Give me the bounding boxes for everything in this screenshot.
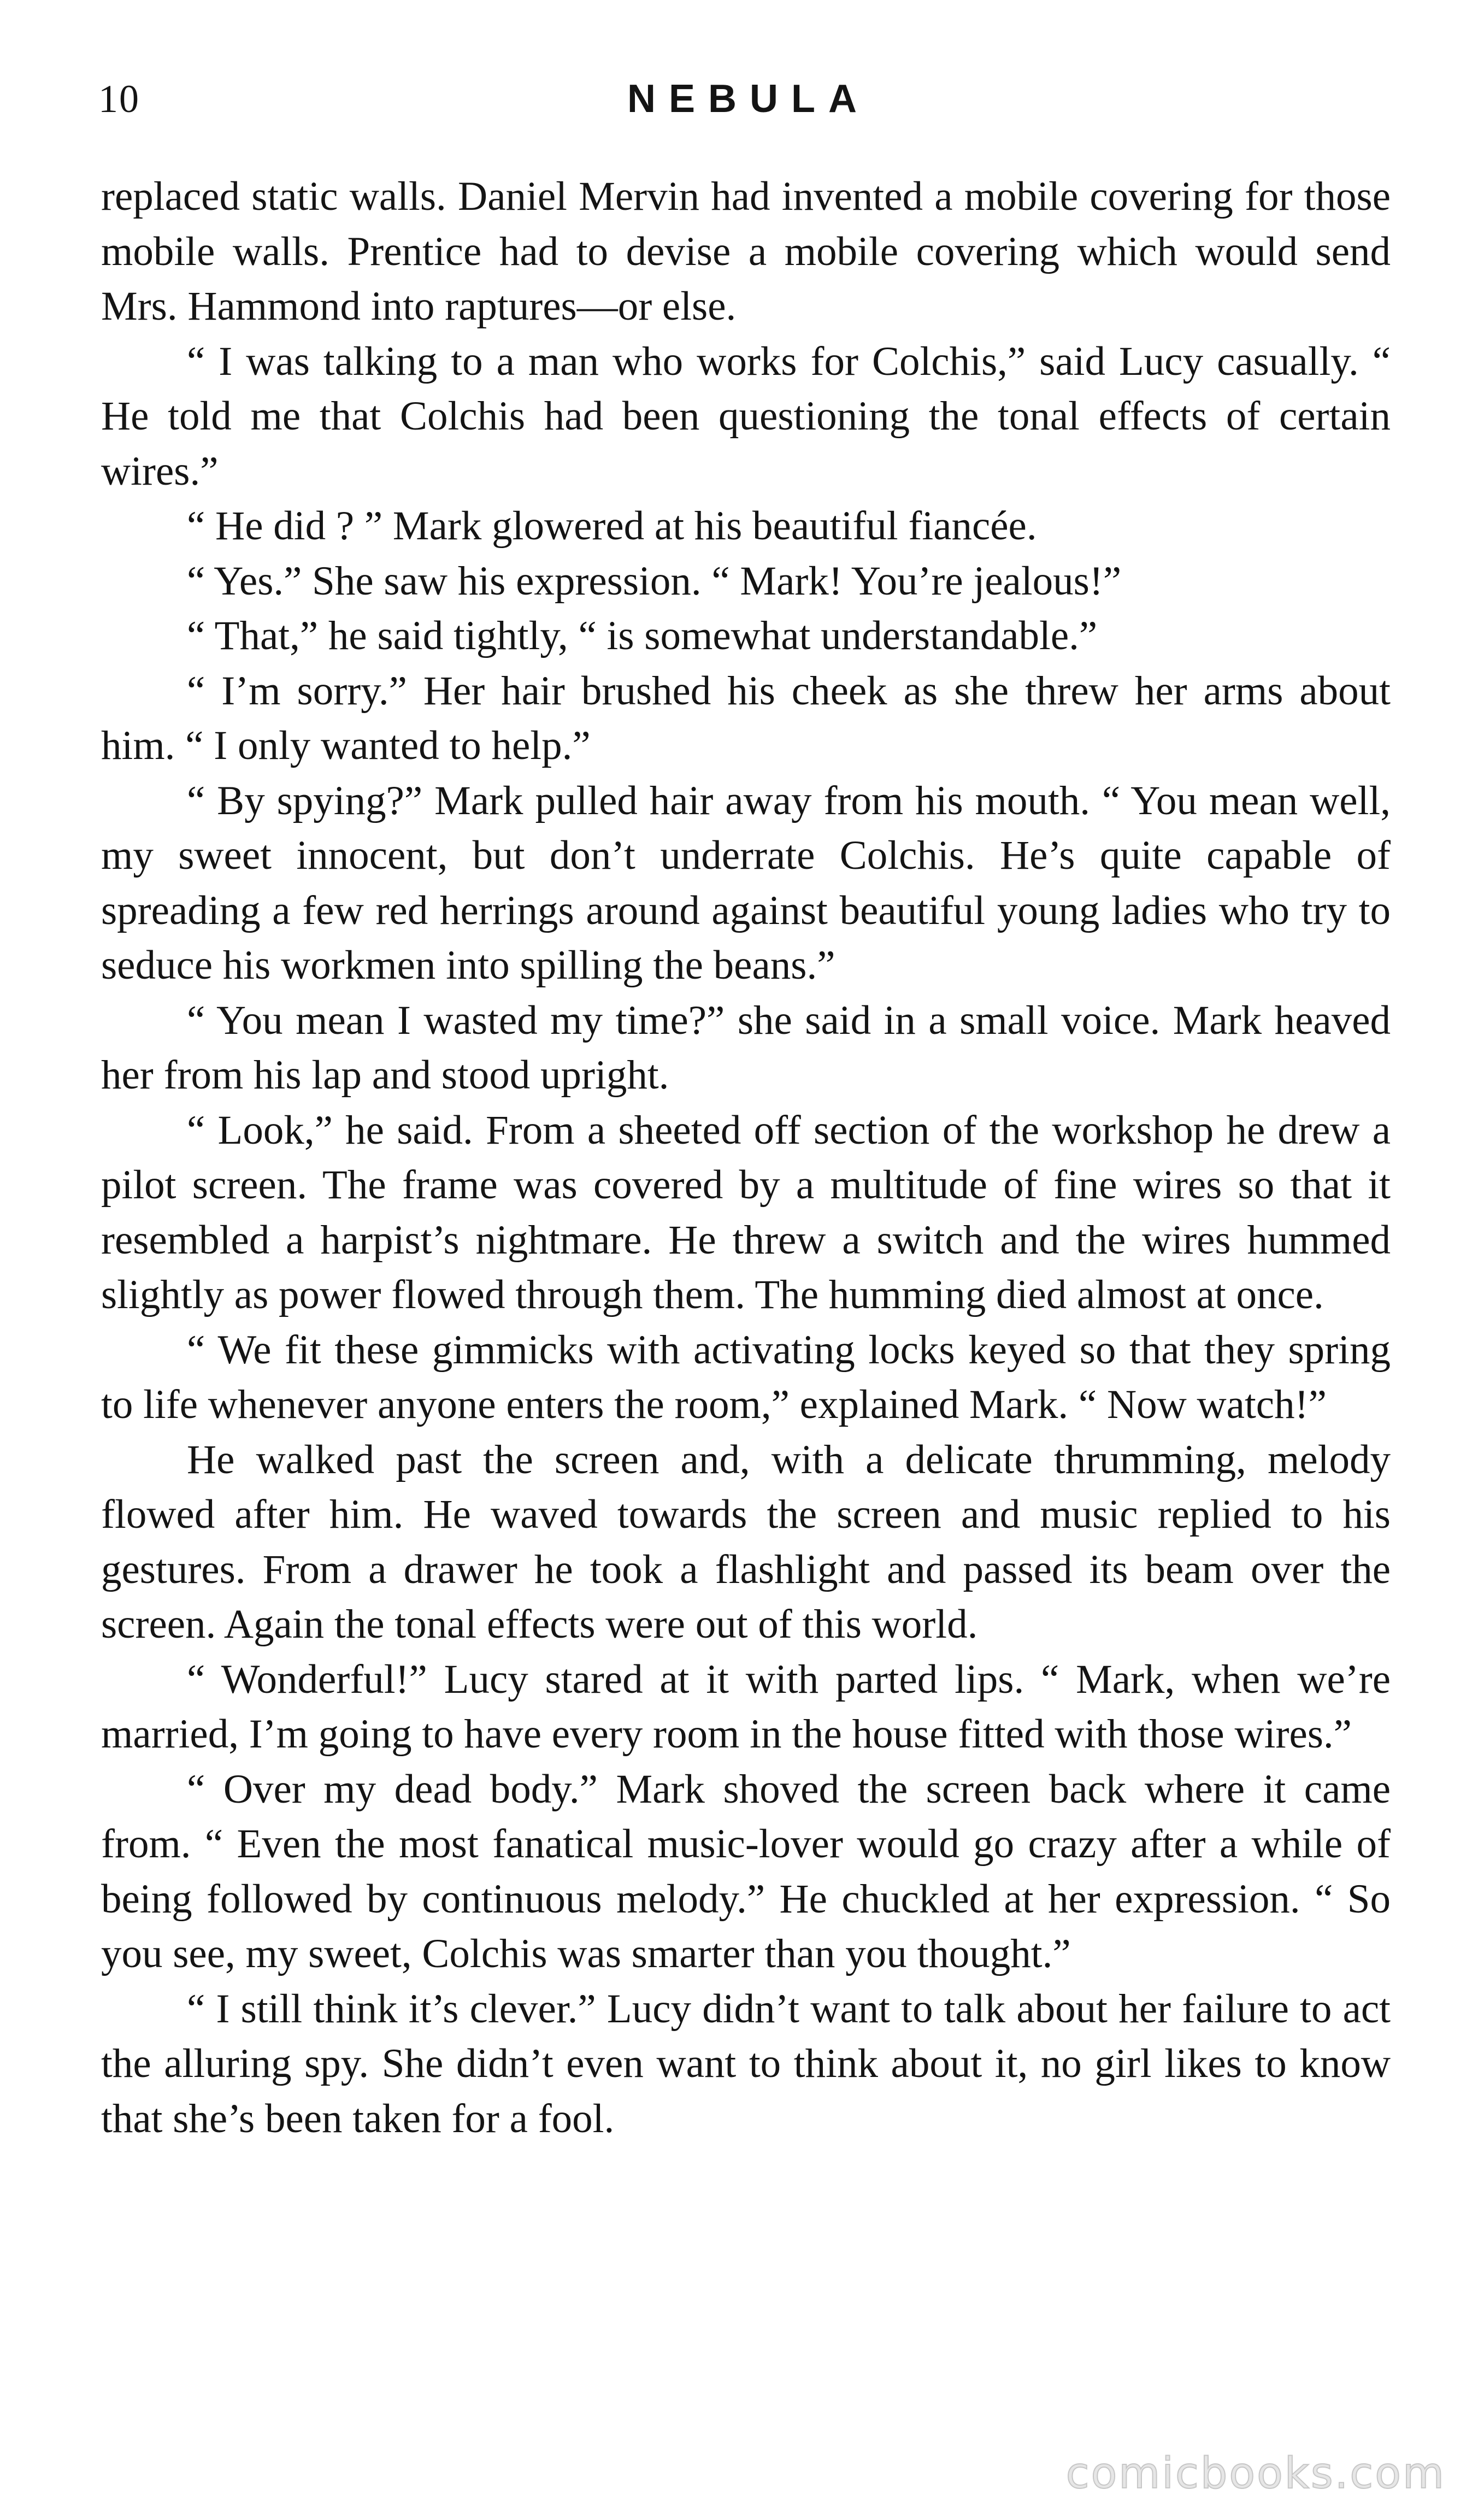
paragraph: replaced static walls. Daniel Mervin had invented a mobile covering for those mobile walls. Prentice had to devise a mobile covering which would send Mrs. Hammond into raptures—or else. xyxy=(101,174,1391,329)
watermark: comicbooks.com xyxy=(1065,2449,1446,2498)
paragraph: “ Over my dead body.” Mark shoved the screen back where it came from. “ Even the most fanatical music-lover would go crazy after a while of being followed by continuous melody.” He chuckled at her expression. “ So you see, my sweet, Colchis was smarter than you thought.” xyxy=(101,1766,1391,1976)
paragraph: “ We fit these gimmicks with activating locks keyed so that they spring to life whenever anyone enters the room,” explained Mark. “ Now watch!” xyxy=(101,1327,1391,1427)
paragraph: “ I was talking to a man who works for Colchis,” said Lucy casually. “ He told me that Colchis had been questioning the tonal effects of certain wires.” xyxy=(101,338,1391,494)
paragraph: “ I still think it’s clever.” Lucy didn’t want to talk about her failure to act the alluring spy. She didn’t even want to think about it, no girl likes to know that she’s been taken for a fool. xyxy=(101,1986,1391,2141)
paragraph: “ Wonderful!” Lucy stared at it with parted lips. “ Mark, when we’re married, I’m going to have every room in the house fitted with those wires.” xyxy=(101,1656,1391,1757)
page-number: 10 xyxy=(98,77,140,121)
paragraph: “ He did ? ” Mark glowered at his beautiful fiancée. xyxy=(187,503,1037,549)
paragraph: “ By spying?” Mark pulled hair away from his mouth. “ You mean well, my sweet innocent, but don’t underrate Colchis. He’s quite capable of spreading a few red herrings around against beautiful young ladies who try to seduce his workmen into spilling the beans.” xyxy=(101,778,1391,988)
paragraph: “ That,” he said tightly, “ is somewhat understandable.” xyxy=(187,613,1098,658)
running-title: NEBULA xyxy=(627,77,870,121)
paragraph: “ You mean I wasted my time?” she said in a small voice. Mark heaved her from his lap and stood upright. xyxy=(101,997,1391,1098)
paragraph: “ I’m sorry.” Her hair brushed his cheek as she threw her arms about him. “ I only wanted to help.” xyxy=(101,668,1391,768)
paragraph: “ Yes.” She saw his expression. “ Mark! You’re jealous!” xyxy=(187,558,1122,604)
story-text xyxy=(101,169,1391,2146)
paragraph: He walked past the screen and, with a delicate thrumming, melody flowed after him. He waved towards the screen and music replied to his gestures. From a drawer he took a flashlight and passed its beam over the screen. Again the tonal effects were out of this world. xyxy=(101,1437,1391,1647)
paragraph: “ Look,” he said. From a sheeted off section of the workshop he drew a pilot screen. The frame was covered by a multitude of fine wires so that it resembled a harpist’s nightmare. He threw a switch and the wires hummed slightly as power flowed through them. The humming died almost at once. xyxy=(101,1107,1391,1317)
